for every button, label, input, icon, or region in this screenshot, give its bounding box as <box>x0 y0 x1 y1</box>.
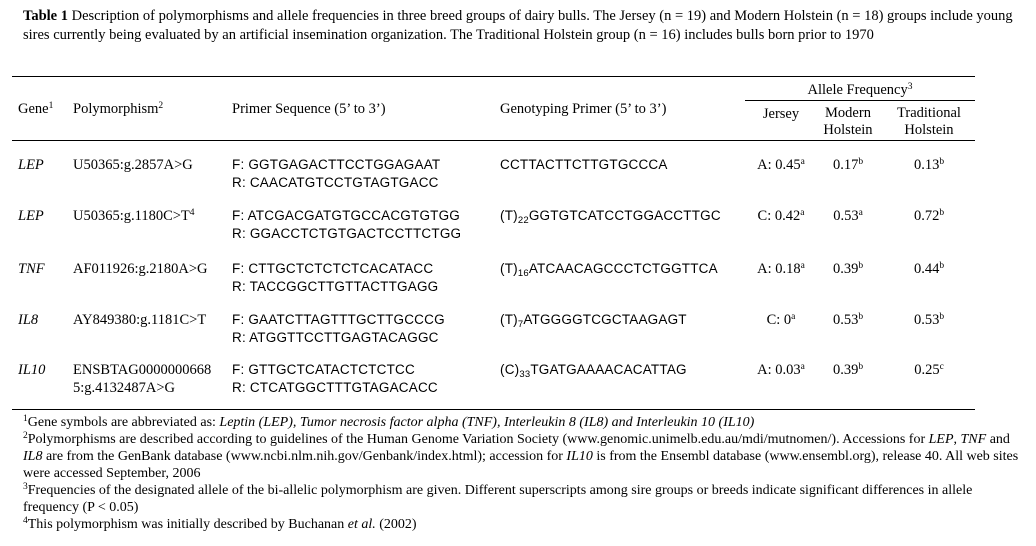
footnote-2: $^2$Polymorphisms are described according to guidelines of the Human Genome Variation Society (www.genomic.unimelb.edu.au/mdi/mutnomen/). Accessions for LEP, TNF and IL8 are from the GenBank database (www.ncbi.nlm.nih.gov/Genbank/index.html); accession for IL10 is from the Ensembl database (www.ensembl.org), release 40. All web sites were accessed September, 2006 <box>23 431 1019 481</box>
allele-frequency-rule <box>745 100 975 101</box>
top-rule <box>12 76 975 77</box>
primer-forward: F: GAATCTTAGTTTGCTTGCCCG <box>232 312 445 327</box>
header-genotyping-primer: Genotyping Primer (5’ to 3’) <box>500 101 667 117</box>
gene-cell: IL8 <box>18 312 39 328</box>
polymorphism-cell: AY849380:g.1181C>T <box>73 312 207 328</box>
genotyping-primer-cell: $(T)_{22}GGTGTCATCCTGGACCTTGC$ <box>500 208 721 226</box>
header-polymorphism: Polymorphism$^2$ <box>73 101 164 117</box>
polymorphism-cell: U50365:g.2857A>G <box>73 157 193 173</box>
header-allele-frequency: Allele Frequency$^3$ <box>807 82 913 98</box>
primer-reverse: R: ATGGTTCCTTGAGTACAGGC <box>232 330 439 345</box>
jersey-frequency: A: 0.45$^a$ <box>757 157 805 173</box>
polymorphism-cell: ENSBTAG0000000668 5:g.4132487A>G <box>73 362 212 396</box>
gene-cell: LEP <box>18 157 44 173</box>
modern-holstein-frequency: 0.17$^b$ <box>832 157 864 173</box>
traditional-holstein-frequency: 0.25$^c$ <box>914 362 944 378</box>
header-bottom-rule <box>12 140 975 141</box>
polymorphism-cell: AF011926:g.2180A>G <box>73 261 208 277</box>
gene-cell: IL10 <box>18 362 46 378</box>
traditional-holstein-frequency: 0.53$^b$ <box>913 312 945 328</box>
primer-forward: F: GGTGAGACTTCCTGGAGAAT <box>232 157 441 172</box>
genotyping-primer-cell: CCTTACTTCTTGTGCCCA <box>500 157 668 172</box>
primer-reverse: R: TACCGGCTTGTTACTTGAGG <box>232 279 439 294</box>
jersey-frequency: A: 0.18$^a$ <box>757 261 805 277</box>
traditional-holstein-frequency: 0.13$^b$ <box>913 157 945 173</box>
jersey-frequency: A: 0.03$^a$ <box>757 362 805 378</box>
header-modern-holstein: Modern Holstein <box>823 105 873 138</box>
table-footnotes <box>23 414 1023 533</box>
primer-forward: F: CTTGCTCTCTCTCACATACC <box>232 261 434 276</box>
primer-reverse: R: GGACCTCTGTGACTCCTTCTGG <box>232 226 462 241</box>
polymorphism-cell: $U50365:g.1180C>T^4$ <box>73 208 195 224</box>
gene-cell: LEP <box>18 208 44 224</box>
header-gene: Gene$^1$ <box>18 101 54 117</box>
traditional-holstein-frequency: 0.72$^b$ <box>913 208 945 224</box>
primer-reverse: R: CAACATGTCCTGTAGTGACC <box>232 175 439 190</box>
jersey-frequency: C: 0.42$^a$ <box>757 208 805 224</box>
table-caption <box>23 7 1023 45</box>
primer-forward: F: ATCGACGATGTGCCACGTGTGG <box>232 208 461 223</box>
genotyping-primer-cell: $(C)_{33}TGATGAAAACACATTAG$ <box>500 362 687 380</box>
primer-forward: F: GTTGCTCATACTCTCTCC <box>232 362 415 377</box>
footnote-3: $^3$Frequencies of the designated allele of the bi-allelic polymorphism are given. Different superscripts among sire groups or breeds indicate significant differences in allele frequency (P < 0.05) <box>23 482 973 515</box>
footnote-1: $^1$Gene symbols are abbreviated as: Leptin (LEP), Tumor necrosis factor alpha (TNF), Interleukin 8 (IL8) and Interleukin 10 (IL10) <box>23 414 755 430</box>
gene-cell: TNF <box>18 261 45 277</box>
traditional-holstein-frequency: 0.44$^b$ <box>913 261 945 277</box>
genotyping-primer-cell: $(T)_7ATGGGGTCGCTAAGAGT$ <box>500 312 687 330</box>
footnote-4: $^4$This polymorphism was initially described by Buchanan et al. (2002) <box>23 516 417 532</box>
primer-reverse: R: CTCATGGCTTTGTAGACACC <box>232 380 438 395</box>
table-label: Table 1 <box>23 8 68 24</box>
header-primer-sequence: Primer Sequence (5’ to 3’) <box>232 101 386 117</box>
genotyping-primer-cell: $(T)_{16}ATCAACAGCCCTCTGGTTCA$ <box>500 261 718 279</box>
modern-holstein-frequency: 0.39$^b$ <box>832 362 864 378</box>
header-jersey: Jersey <box>762 106 800 122</box>
modern-holstein-frequency: 0.53$^a$ <box>833 208 863 224</box>
modern-holstein-frequency: 0.53$^b$ <box>832 312 864 328</box>
header-traditional-holstein: Traditional Holstein <box>897 105 961 138</box>
jersey-frequency: C: 0$^a$ <box>766 312 796 328</box>
caption-text: Description of polymorphisms and allele frequencies in three breed groups of dairy bulls. The Jersey (n = 19) and Modern Holstein (n = 18) groups include young sires currently being evaluated by an artificial insemination organization. The Traditional Holstein group (n = 16) includes bulls born prior to 1970 <box>23 8 1013 43</box>
modern-holstein-frequency: 0.39$^b$ <box>832 261 864 277</box>
table-bottom-rule <box>12 409 975 410</box>
